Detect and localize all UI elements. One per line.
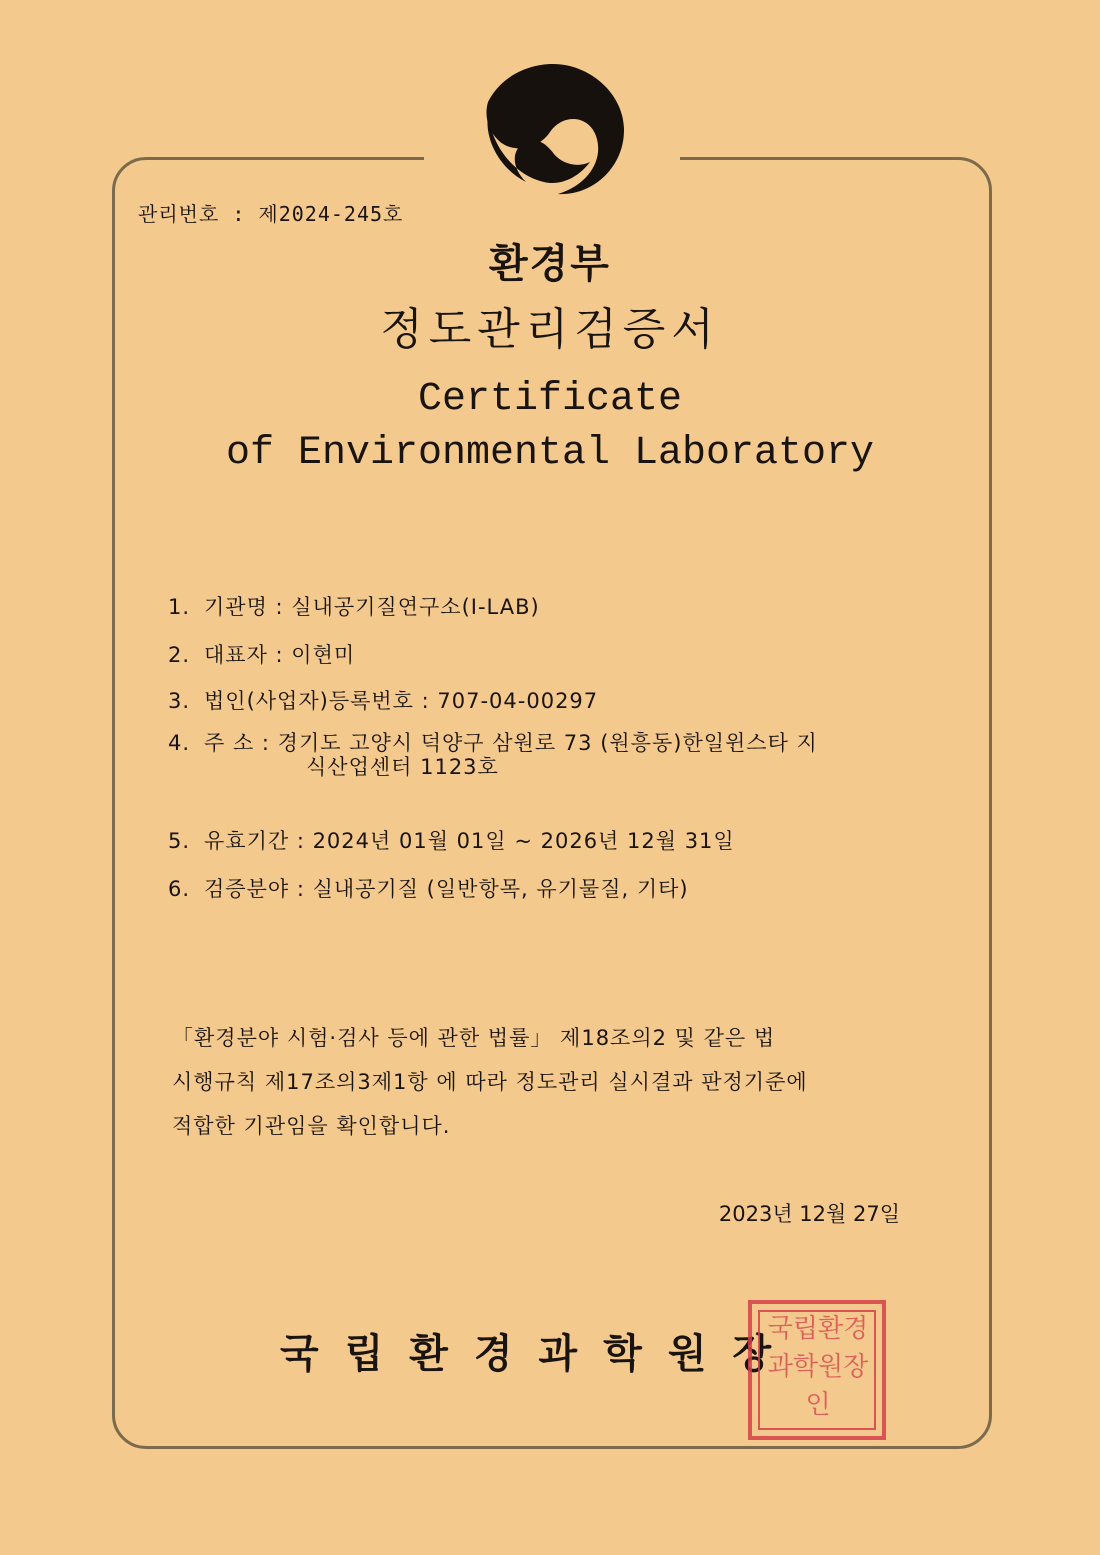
detail-text: 법인(사업자)등록번호 : 707-04-00297 — [204, 689, 599, 713]
detail-number: 1. — [168, 595, 191, 619]
detail-address — [168, 727, 818, 779]
seal-text: 국립환경과학원장인 — [767, 1314, 869, 1420]
detail-verification-field — [168, 873, 689, 903]
detail-number: 5. — [168, 829, 191, 853]
issue-date: 2023년 12월 27일 — [718, 1202, 900, 1226]
title-english-line2: of Environmental Laboratory — [225, 431, 875, 476]
detail-registration-number — [168, 685, 598, 715]
title-korean: 정도관리검증서 — [380, 304, 720, 355]
title-english-line1: Certificate — [417, 377, 683, 422]
ministry-name: 환경부 — [489, 241, 611, 287]
detail-number: 3. — [168, 689, 191, 713]
statement-line2: 시행규칙 제17조의3제1항 에 따라 정도관리 실시결과 판정기준에 — [172, 1070, 808, 1094]
government-emblem-icon — [478, 58, 628, 200]
official-seal-icon — [748, 1300, 886, 1440]
statement-line1: 「환경분야 시험·검사 등에 관한 법률」 제18조의2 및 같은 법 — [172, 1026, 776, 1050]
detail-text: 대표자 : 이현미 — [204, 643, 356, 667]
detail-number: 6. — [168, 877, 191, 901]
detail-text: 유효기간 : 2024년 01월 01일 ~ 2026년 12월 31일 — [204, 829, 735, 853]
detail-text: 기관명 : 실내공기질연구소(I-LAB) — [204, 595, 540, 619]
management-number: 관리번호 : 제2024-245호 — [138, 202, 404, 226]
statement-line3: 적합한 기관임을 확인합니다. — [172, 1114, 451, 1138]
detail-number: 2. — [168, 643, 191, 667]
certification-statement — [172, 1016, 902, 1148]
detail-text: 검증분야 : 실내공기질 (일반항목, 유기물질, 기타) — [204, 877, 689, 901]
detail-text: 주 소 : 경기도 고양시 덕양구 삼원로 73 (원흥동)한일윈스타 지 — [204, 731, 818, 755]
detail-number: 4. — [168, 731, 191, 755]
detail-representative — [168, 639, 355, 669]
detail-organization — [168, 591, 540, 621]
detail-address-line2: 식산업센터 1123호 — [306, 755, 499, 779]
detail-validity-period — [168, 825, 735, 855]
issuer-name: 국립환경과학원장 — [280, 1330, 798, 1377]
